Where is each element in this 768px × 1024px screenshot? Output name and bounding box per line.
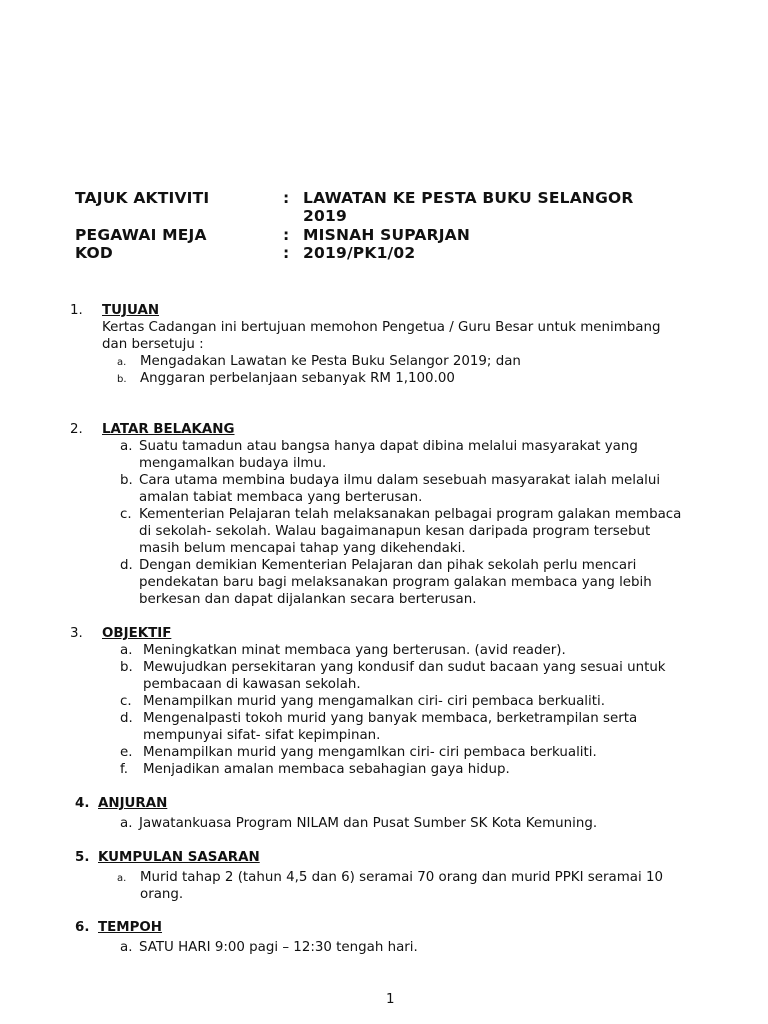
list-item: pembacaan di kawasan sekolah. — [143, 677, 361, 692]
list-item: Mengenalpasti tokoh murid yang banyak membaca, berketrampilan serta — [143, 711, 638, 726]
list-item: Jawatankuasa Program NILAM dan Pusat Sumber SK Kota Kemuning. — [139, 816, 598, 831]
list-marker: b. — [120, 660, 133, 675]
header-value-tajuk: LAWATAN KE PESTA BUKU SELANGOR — [303, 189, 634, 207]
section-number: 3. — [70, 626, 83, 641]
list-marker: b. — [120, 473, 133, 488]
list-item: Menampilkan murid yang mengamalkan ciri- ciri pembaca berkualiti. — [143, 694, 605, 709]
section-title: ANJURAN — [98, 796, 168, 811]
header-label-kod: KOD — [75, 244, 113, 262]
list-marker: e. — [120, 745, 133, 760]
list-marker: f. — [120, 762, 128, 777]
section-number: 1. — [70, 303, 83, 318]
list-marker: c. — [120, 507, 132, 522]
header-value-tajuk-cont: 2019 — [303, 207, 347, 225]
list-item: pendekatan baru bagi melaksanakan program galakan membaca yang lebih — [139, 575, 652, 590]
section-title: TUJUAN — [102, 303, 160, 318]
section-title: KUMPULAN SASARAN — [98, 850, 260, 865]
list-item: mengamalkan budaya ilmu. — [139, 456, 327, 471]
list-item: mempunyai sifat- sifat kepimpinan. — [143, 728, 381, 743]
header-colon: : — [283, 226, 290, 244]
list-item: berkesan dan dapat dijalankan secara berterusan. — [139, 592, 477, 607]
list-marker: c. — [120, 694, 132, 709]
header-value-pegawai: MISNAH SUPARJAN — [303, 226, 471, 244]
list-marker: a. — [120, 816, 133, 831]
section-title: LATAR BELAKANG — [102, 422, 235, 437]
list-item: masih belum mencapai tahap yang dikehendaki. — [139, 541, 466, 556]
header-value-kod: 2019/PK1/02 — [303, 244, 416, 262]
list-marker: a. — [120, 940, 133, 955]
section-number: 5. — [75, 850, 90, 865]
section-number: 6. — [75, 920, 90, 935]
list-item: Suatu tamadun atau bangsa hanya dapat dibina melalui masyarakat yang — [139, 439, 638, 454]
section-number: 2. — [70, 422, 83, 437]
list-marker: d. — [120, 711, 133, 726]
list-item: Mewujudkan persekitaran yang kondusif dan sudut bacaan yang sesuai untuk — [143, 660, 666, 675]
page-number: 1 — [386, 992, 395, 1007]
section-intro-line: Kertas Cadangan ini bertujuan memohon Pengetua / Guru Besar untuk menimbang — [102, 320, 661, 335]
list-item: Kementerian Pelajaran telah melaksanakan pelbagai program galakan membaca — [139, 507, 682, 522]
section-title: OBJEKTIF — [102, 626, 172, 641]
list-marker: a. — [117, 873, 127, 884]
list-item: Meningkatkan minat membaca yang berterusan. (avid reader). — [143, 643, 566, 658]
list-item: Mengadakan Lawatan ke Pesta Buku Selangor 2019; dan — [140, 354, 521, 369]
list-item: Anggaran perbelanjaan sebanyak RM 1,100.00 — [140, 371, 455, 386]
list-item: SATU HARI 9:00 pagi – 12:30 tengah hari. — [139, 940, 418, 955]
section-intro-line: dan bersetuju : — [102, 337, 204, 352]
list-item: Dengan demikian Kementerian Pelajaran dan pihak sekolah perlu mencari — [139, 558, 637, 573]
header-colon: : — [283, 189, 290, 207]
list-item: Menjadikan amalan membaca sebahagian gaya hidup. — [143, 762, 510, 777]
list-item: di sekolah- sekolah. Walau bagaimanapun kesan daripada program tersebut — [139, 524, 651, 539]
list-item: amalan tabiat membaca yang berterusan. — [139, 490, 423, 505]
header-colon: : — [283, 244, 290, 262]
list-marker: a. — [117, 357, 127, 368]
list-marker: a. — [120, 643, 133, 658]
list-item: Cara utama membina budaya ilmu dalam sesebuah masyarakat ialah melalui — [139, 473, 661, 488]
list-item: Menampilkan murid yang mengamlkan ciri- ciri pembaca berkualiti. — [143, 745, 597, 760]
list-marker: b. — [117, 374, 127, 385]
list-item: Murid tahap 2 (tahun 4,5 dan 6) seramai 70 orang dan murid PPKI seramai 10 — [140, 870, 663, 885]
section-title: TEMPOH — [98, 920, 163, 935]
list-marker: a. — [120, 439, 133, 454]
section-number: 4. — [75, 796, 90, 811]
header-label-pegawai: PEGAWAI MEJA — [75, 226, 207, 244]
header-label-tajuk: TAJUK AKTIVITI — [75, 189, 210, 207]
list-item: orang. — [140, 887, 184, 902]
list-marker: d. — [120, 558, 133, 573]
